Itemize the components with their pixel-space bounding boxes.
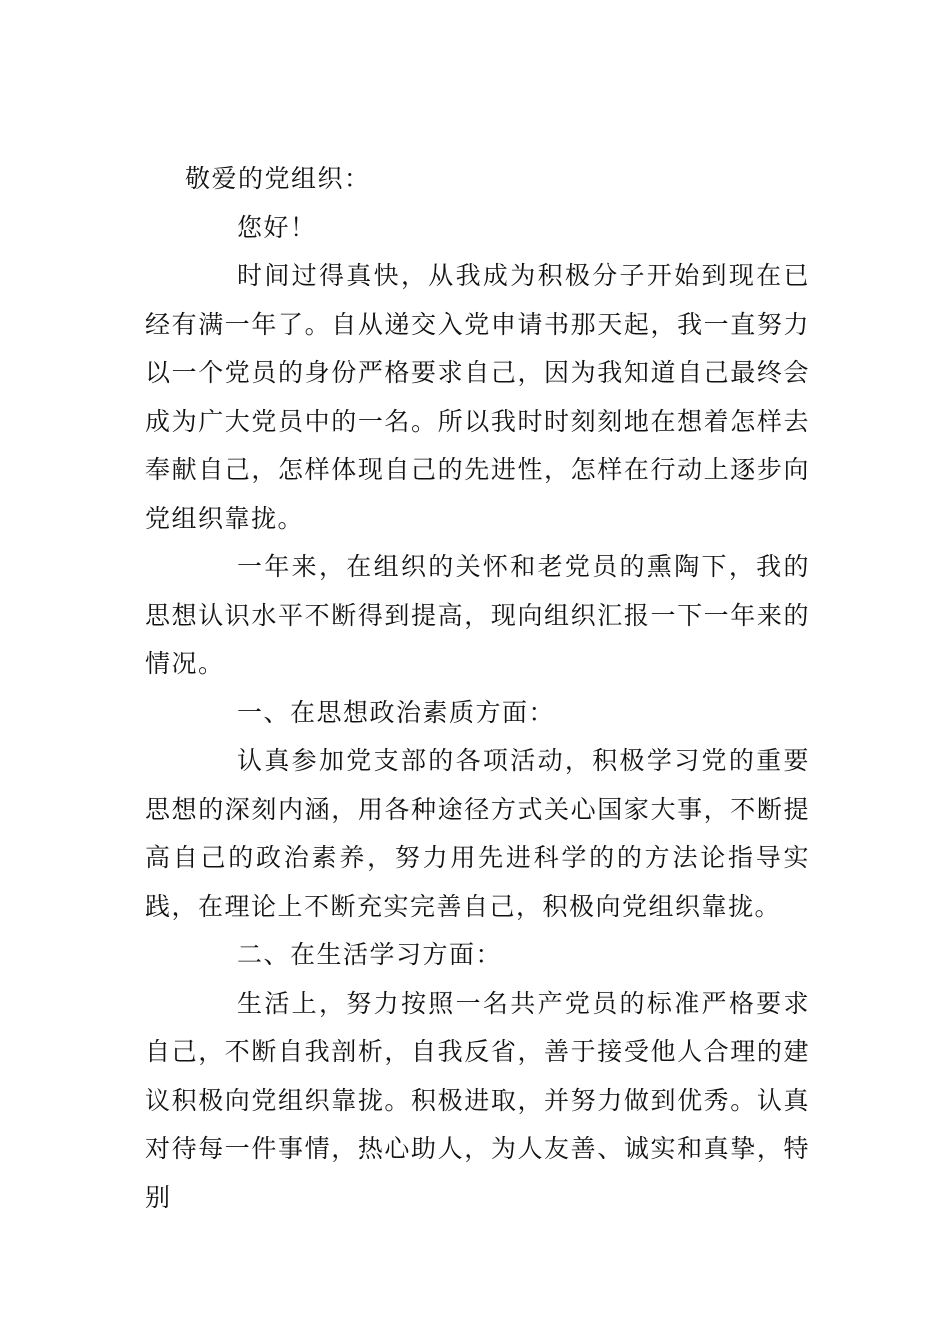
salutation: 敬爱的党组织： [185, 164, 371, 193]
letter-body [145, 155, 810, 1222]
paragraph-intro: 时间过得真快，从我成为积极分子开始到现在已经有满一年了。自从递交入党申请书那天起，我一直努力以一个党员的身份严格要求自己，因为我知道自己最终会成为广大党员中的一名。所以我时时刻刻地在想着怎样去奉献自己，怎样体现自己的先进性，怎样在行动上逐步向党组织靠拢。 [145, 261, 810, 533]
greeting: 您好！ [237, 212, 317, 242]
section-heading-political: 一、在思想政治素质方面： [237, 697, 556, 727]
paragraph-life-study: 生活上，努力按照一名共产党员的标准严格要求自己，不断自我剖析，自我反省，善于接受他人合理的建议积极向党组织靠拢。积极进取，并努力做到优秀。认真对待每一件事情，热心助人，为人友善、诚实和真挚，特别 [145, 988, 810, 1212]
paragraph-summary: 一年来，在组织的关怀和老党员的熏陶下，我的思想认识水平不断得到提高，现向组织汇报一下一年来的情况。 [145, 552, 810, 678]
paragraph-political: 认真参加党支部的各项活动，积极学习党的重要思想的深刻内涵，用各种途径方式关心国家大事，不断提高自己的政治素养，努力用先进科学的的方法论指导实践，在理论上不断充实完善自己，积极向党组织靠拢。 [145, 746, 810, 921]
section-heading-life-study: 二、在生活学习方面： [237, 940, 503, 969]
